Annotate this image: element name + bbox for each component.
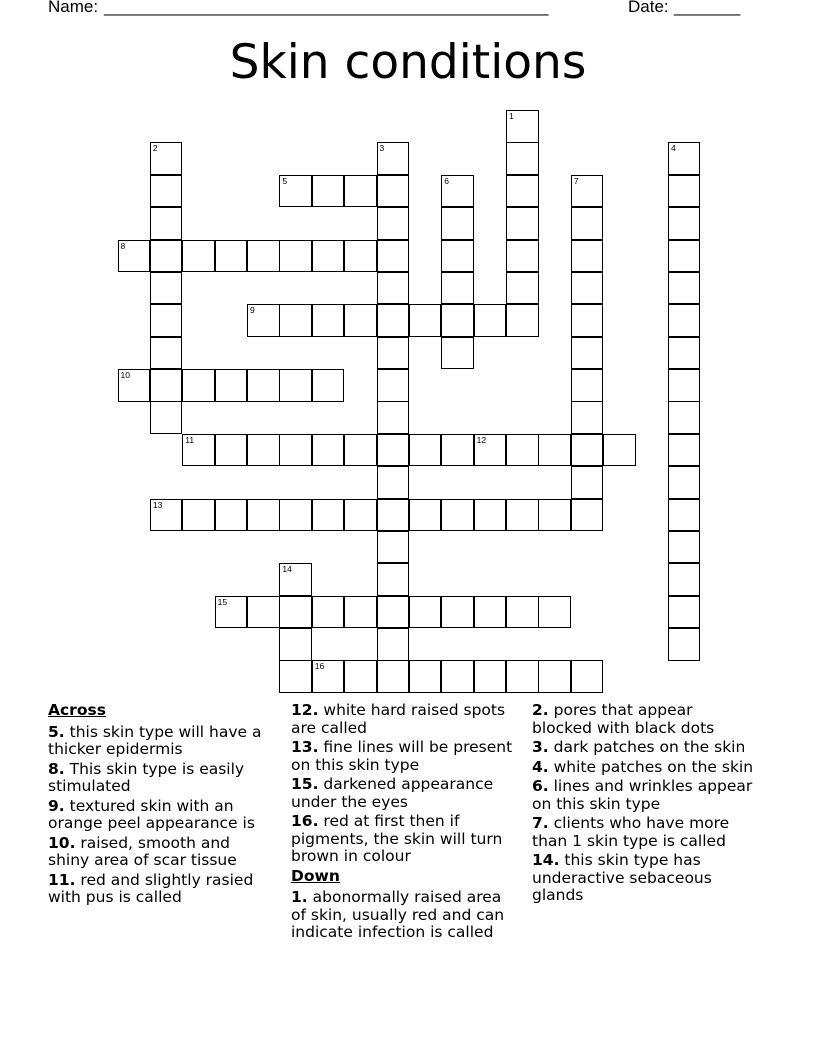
grid-cell[interactable]	[215, 240, 248, 273]
grid-cell[interactable]	[279, 628, 312, 661]
grid-cell[interactable]	[506, 660, 539, 693]
grid-cell[interactable]	[506, 240, 539, 273]
grid-cell[interactable]	[668, 142, 701, 175]
grid-cell[interactable]	[668, 499, 701, 532]
cell-number: 13	[152, 499, 163, 510]
grid-cell[interactable]	[215, 499, 248, 532]
grid-cell[interactable]	[182, 240, 215, 273]
grid-cell[interactable]	[668, 531, 701, 564]
grid-cell[interactable]	[377, 207, 410, 240]
grid-cell[interactable]	[344, 434, 377, 467]
grid-cell[interactable]	[441, 207, 474, 240]
grid-cell[interactable]	[668, 369, 701, 402]
grid-cell[interactable]	[279, 596, 312, 629]
grid-cell[interactable]	[571, 660, 604, 693]
grid-cell[interactable]	[150, 337, 183, 370]
clue-across-16: 16. red at first then if pigments, the skin will turn brown in colour	[291, 812, 503, 865]
grid-cell[interactable]	[538, 499, 571, 532]
cell-number: 5	[282, 175, 288, 186]
clue-down-4: 4. white patches on the skin	[532, 757, 754, 776]
cell-number: 7	[573, 175, 579, 186]
grid-cell[interactable]	[441, 434, 474, 467]
grid-cell[interactable]	[441, 175, 474, 208]
grid-cell[interactable]	[279, 175, 312, 208]
cell-number: 10	[120, 370, 130, 381]
grid-cell[interactable]	[215, 434, 248, 467]
clue-across-10: 10. raised, smooth and shiny area of scar tissue	[48, 833, 237, 869]
clue-down-1: 1. abonormally raised area of skin, usually red and can indicate infection is called	[291, 888, 505, 941]
grid-cell[interactable]	[668, 207, 701, 240]
grid-cell[interactable]	[279, 434, 312, 467]
grid-cell[interactable]	[344, 499, 377, 532]
grid-cell[interactable]	[377, 304, 410, 337]
grid-cell[interactable]	[150, 207, 183, 240]
clue-down-14: 14. this skin type has underactive sebaceous glands	[532, 851, 712, 904]
grid-cell[interactable]	[506, 142, 539, 175]
grid-cell[interactable]	[377, 142, 410, 175]
grid-cell[interactable]	[312, 175, 345, 208]
cell-number: 12	[476, 434, 487, 445]
grid-cell[interactable]	[344, 596, 377, 629]
grid-cell[interactable]	[668, 628, 701, 661]
grid-cell[interactable]	[344, 660, 377, 693]
cell-number: 14	[282, 564, 292, 575]
cell-number: 9	[250, 305, 255, 316]
grid-cell[interactable]	[409, 434, 442, 467]
grid-cell[interactable]	[668, 304, 701, 337]
date-field[interactable]: _______	[674, 0, 741, 16]
grid-cell[interactable]	[571, 401, 604, 434]
cell-number: 15	[217, 596, 228, 607]
grid-cell[interactable]	[506, 110, 539, 143]
grid-cell[interactable]	[409, 660, 442, 693]
grid-cell[interactable]	[312, 434, 345, 467]
grid-cell[interactable]	[377, 660, 410, 693]
grid-cell[interactable]	[312, 240, 345, 273]
clue-down-2: 2. pores that appear blocked with black dots	[532, 701, 715, 737]
clue-across-13: 13. fine lines will be present on this skin type	[291, 738, 513, 774]
grid-cell[interactable]	[247, 304, 280, 337]
grid-cell[interactable]	[377, 499, 410, 532]
cell-number: 16	[314, 661, 325, 672]
grid-cell[interactable]	[247, 499, 280, 532]
grid-cell[interactable]	[377, 628, 410, 661]
grid-cell[interactable]	[150, 369, 183, 402]
grid-cell[interactable]	[377, 563, 410, 596]
clue-across-12: 12. white hard raised spots are called	[291, 701, 506, 737]
grid-cell[interactable]	[279, 369, 312, 402]
grid-cell[interactable]	[247, 434, 280, 467]
grid-cell[interactable]	[571, 466, 604, 499]
grid-cell[interactable]	[571, 499, 604, 532]
grid-cell[interactable]	[344, 240, 377, 273]
name-label: Name:	[48, 0, 99, 16]
clue-across-11: 11. red and slightly rasied with pus is called	[48, 870, 254, 906]
grid-cell[interactable]	[571, 207, 604, 240]
grid-cell[interactable]	[118, 369, 151, 402]
grid-cell[interactable]	[377, 596, 410, 629]
grid-cell[interactable]	[409, 499, 442, 532]
grid-cell[interactable]	[506, 499, 539, 532]
name-field[interactable]: _______________________________________________	[104, 0, 549, 16]
cell-number: 4	[670, 143, 676, 154]
clue-across-8: 8. This skin type is easily stimulated	[48, 759, 245, 795]
grid-cell[interactable]	[377, 466, 410, 499]
grid-cell[interactable]	[571, 369, 604, 402]
grid-cell[interactable]	[279, 240, 312, 273]
grid-cell[interactable]	[312, 660, 345, 693]
grid-cell[interactable]	[474, 304, 507, 337]
grid-cell[interactable]	[377, 337, 410, 370]
cell-number: 3	[379, 143, 385, 154]
grid-cell[interactable]	[506, 272, 539, 305]
grid-cell[interactable]	[571, 240, 604, 273]
grid-cell[interactable]	[571, 304, 604, 337]
grid-cell[interactable]	[150, 175, 183, 208]
grid-cell[interactable]	[668, 466, 701, 499]
grid-cell[interactable]	[150, 272, 183, 305]
grid-cell[interactable]	[279, 660, 312, 693]
grid-cell[interactable]	[441, 337, 474, 370]
grid-cell[interactable]	[312, 369, 345, 402]
grid-cell[interactable]	[377, 272, 410, 305]
grid-cell[interactable]	[506, 304, 539, 337]
grid-cell[interactable]	[474, 660, 507, 693]
across-heading: Across	[48, 701, 106, 719]
grid-cell[interactable]	[182, 369, 215, 402]
grid-cell[interactable]	[506, 175, 539, 208]
grid-cell[interactable]	[441, 240, 474, 273]
grid-cell[interactable]	[279, 563, 312, 596]
cell-number: 1	[509, 111, 514, 121]
cell-number: 6	[444, 175, 450, 186]
grid-cell[interactable]	[571, 272, 604, 305]
clue-across-5: 5. this skin type will have a thicker epidermis	[48, 722, 262, 758]
grid-cell[interactable]	[538, 434, 571, 467]
grid-cell[interactable]	[441, 304, 474, 337]
grid-cell[interactable]	[571, 337, 604, 370]
grid-cell[interactable]	[312, 304, 345, 337]
grid-cell[interactable]	[668, 337, 701, 370]
clue-down-7: 7. clients who have more than 1 skin type is called	[532, 814, 730, 850]
grid-cell[interactable]	[668, 175, 701, 208]
clue-across-15: 15. darkened appearance under the eyes	[291, 775, 494, 811]
grid-cell[interactable]	[150, 240, 183, 273]
grid-cell[interactable]	[150, 401, 183, 434]
grid-cell[interactable]	[538, 660, 571, 693]
grid-cell[interactable]	[312, 499, 345, 532]
grid-cell[interactable]	[377, 434, 410, 467]
grid-cell[interactable]	[441, 660, 474, 693]
clue-down-3: 3. dark patches on the skin	[532, 738, 746, 756]
grid-cell[interactable]	[409, 304, 442, 337]
grid-cell[interactable]	[215, 369, 248, 402]
grid-cell[interactable]	[312, 596, 345, 629]
grid-cell[interactable]	[118, 240, 151, 273]
grid-cell[interactable]	[377, 531, 410, 564]
grid-cell[interactable]	[603, 434, 636, 467]
grid-cell[interactable]	[377, 369, 410, 402]
page-title: Skin conditions	[229, 35, 587, 90]
cell-number: 8	[120, 240, 126, 251]
grid-cell[interactable]	[474, 596, 507, 629]
clues-column-1	[48, 702, 272, 909]
grid-cell[interactable]	[441, 272, 474, 305]
clue-across-9: 9. textured skin with an orange peel appearance is	[48, 796, 255, 832]
grid-cell[interactable]	[668, 596, 701, 629]
grid-cell[interactable]	[506, 434, 539, 467]
grid-cell[interactable]	[215, 596, 248, 629]
grid-cell[interactable]	[668, 434, 701, 467]
grid-cell[interactable]	[247, 596, 280, 629]
grid-cell[interactable]	[150, 142, 183, 175]
grid-cell[interactable]	[182, 434, 215, 467]
grid-cell[interactable]	[668, 401, 701, 434]
grid-cell[interactable]	[474, 434, 507, 467]
grid-cell[interactable]	[344, 304, 377, 337]
grid-cell[interactable]	[668, 240, 701, 273]
grid-cell[interactable]	[668, 563, 701, 596]
grid-cell[interactable]	[571, 434, 604, 467]
grid-cell[interactable]	[182, 499, 215, 532]
grid-cell[interactable]	[538, 596, 571, 629]
grid-cell[interactable]	[150, 499, 183, 532]
grid-cell[interactable]	[506, 207, 539, 240]
grid-cell[interactable]	[409, 596, 442, 629]
grid-cell[interactable]	[668, 272, 701, 305]
grid-cell[interactable]	[279, 304, 312, 337]
grid-cell[interactable]	[377, 401, 410, 434]
grid-cell[interactable]	[441, 499, 474, 532]
grid-cell[interactable]	[247, 240, 280, 273]
grid-cell[interactable]	[247, 369, 280, 402]
grid-cell[interactable]	[506, 596, 539, 629]
cell-number: 2	[152, 143, 158, 154]
grid-cell[interactable]	[474, 499, 507, 532]
grid-cell[interactable]	[441, 596, 474, 629]
clue-down-6: 6. lines and wrinkles appear on this skin type	[532, 777, 753, 813]
grid-cell[interactable]	[150, 304, 183, 337]
grid-cell[interactable]	[377, 240, 410, 273]
grid-cell[interactable]	[344, 175, 377, 208]
grid-cell[interactable]	[571, 175, 604, 208]
date-label: Date:	[628, 0, 669, 16]
clues-column-2	[291, 702, 515, 944]
grid-cell[interactable]	[279, 499, 312, 532]
clues-column-3	[532, 702, 756, 907]
down-heading: Down	[291, 866, 340, 885]
grid-cell[interactable]	[377, 175, 410, 208]
cell-number: 11	[185, 434, 195, 445]
